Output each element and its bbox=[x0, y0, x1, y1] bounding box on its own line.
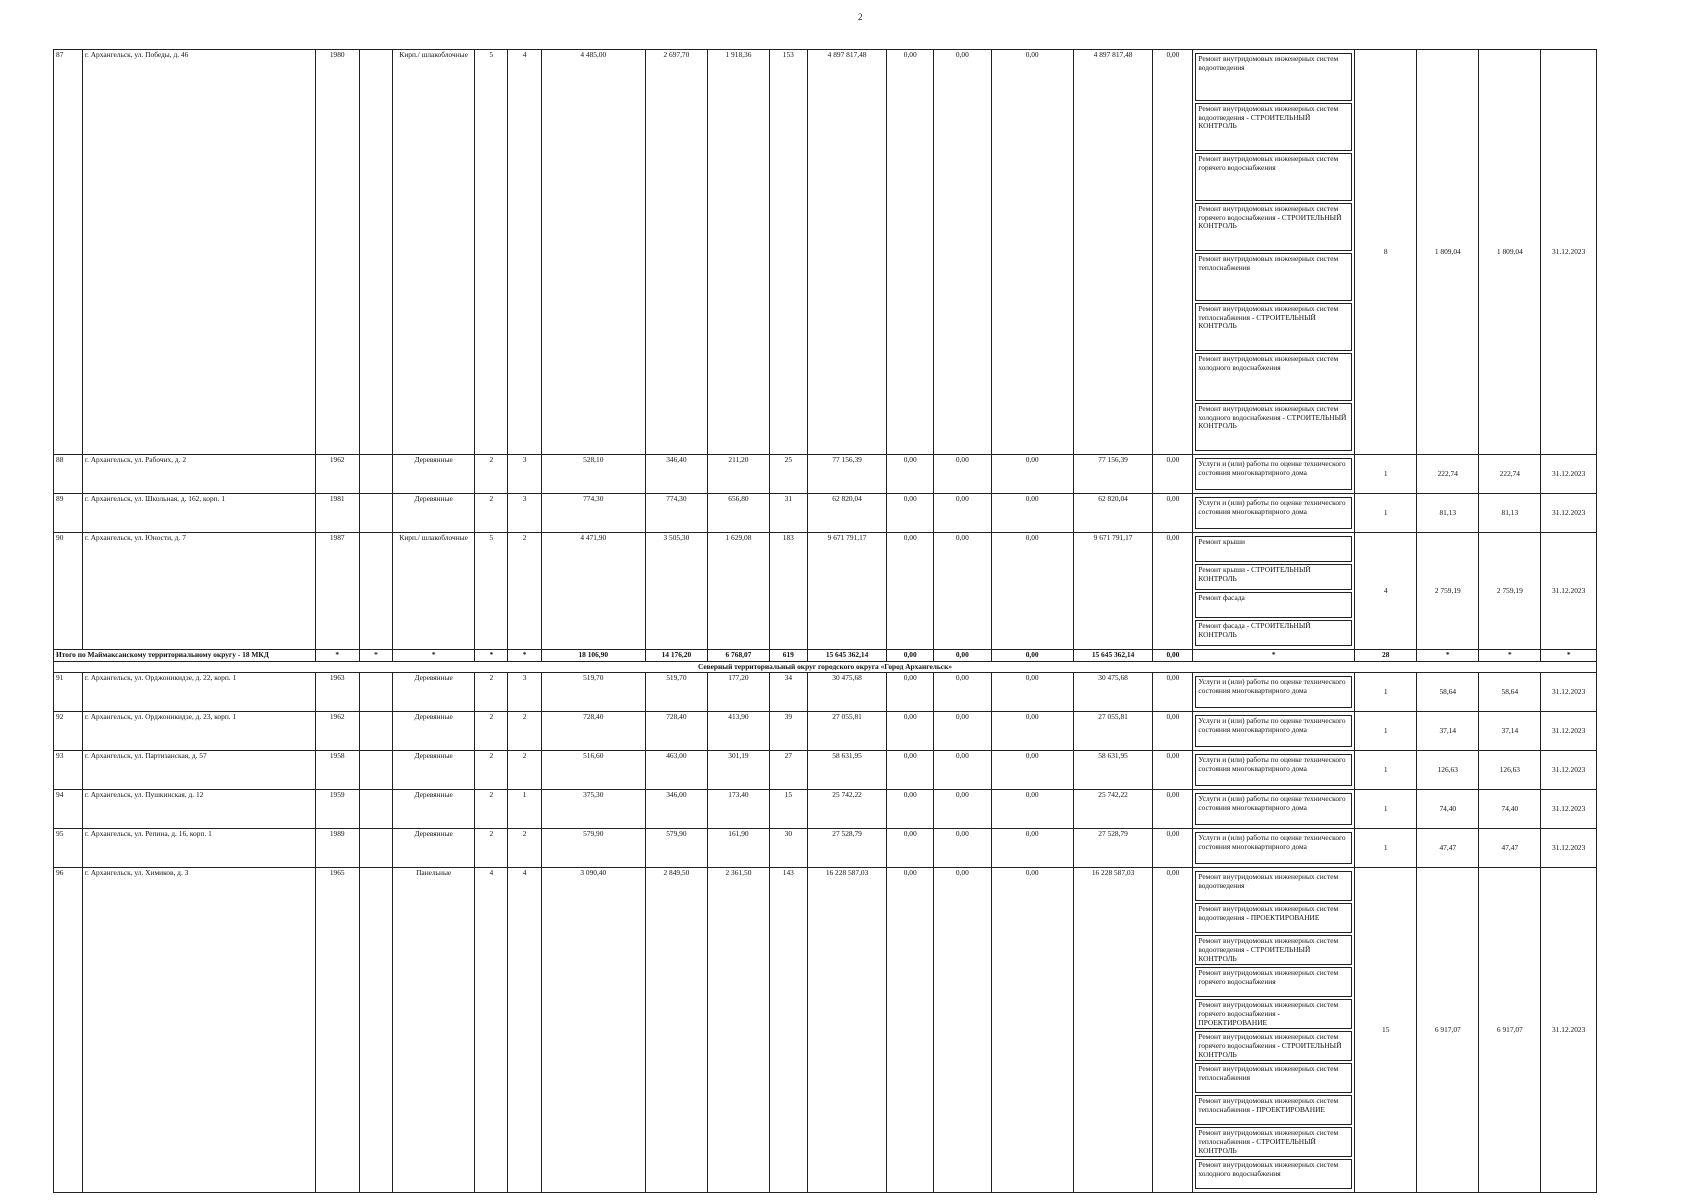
address: г. Архангельск, ул. Пушкинская, д. 12 bbox=[82, 790, 315, 829]
floors: 2 bbox=[475, 790, 508, 829]
unit-cost: 81,13 bbox=[1417, 494, 1479, 533]
area-residential: 2 697,70 bbox=[645, 50, 707, 455]
work-item: Услуги и (или) работы по оценке технического состояния многоквартирного дома bbox=[1195, 458, 1352, 490]
work-types bbox=[1193, 673, 1355, 712]
work-types bbox=[1193, 751, 1355, 790]
year-capital-repair bbox=[359, 455, 392, 494]
area-residential: 463,00 bbox=[645, 751, 707, 790]
owners-funds: 16 228 587,03 bbox=[1073, 868, 1153, 1193]
work-item: Ремонт крыши bbox=[1195, 536, 1352, 562]
entrances: 4 bbox=[508, 50, 541, 455]
subtotal-star: * bbox=[359, 650, 392, 662]
subtotal-star: * bbox=[1193, 650, 1355, 662]
regional-budget: 0,00 bbox=[934, 790, 992, 829]
area-owned: 173,40 bbox=[707, 790, 769, 829]
other-funds: 0,00 bbox=[1153, 494, 1193, 533]
subtotal-budget_loc: 0,00 bbox=[991, 650, 1073, 662]
year-capital-repair bbox=[359, 712, 392, 751]
wall-material: Деревянные bbox=[393, 455, 475, 494]
owners-funds: 77 156,39 bbox=[1073, 455, 1153, 494]
other-funds: 0,00 bbox=[1153, 673, 1193, 712]
floors: 2 bbox=[475, 712, 508, 751]
cost-total: 9 671 791,17 bbox=[807, 533, 887, 650]
floors: 2 bbox=[475, 673, 508, 712]
entrances: 4 bbox=[508, 868, 541, 1193]
floors: 2 bbox=[475, 751, 508, 790]
entrances: 2 bbox=[508, 829, 541, 868]
area-owned: 161,90 bbox=[707, 829, 769, 868]
works-count: 1 bbox=[1355, 751, 1417, 790]
local-budget: 0,00 bbox=[991, 50, 1073, 455]
work-item: Услуги и (или) работы по оценке технического состояния многоквартирного дома bbox=[1195, 793, 1352, 825]
work-item: Ремонт внутридомовых инженерных систем водоотведения bbox=[1195, 53, 1352, 101]
subtotal-area_total: 18 106,90 bbox=[541, 650, 645, 662]
work-item: Ремонт внутридомовых инженерных систем водоотведения bbox=[1195, 871, 1352, 901]
max-unit-cost: 81,13 bbox=[1479, 494, 1541, 533]
work-item: Ремонт фасада - СТРОИТЕЛЬНЫЙ КОНТРОЛЬ bbox=[1195, 620, 1352, 646]
table-row bbox=[54, 455, 1597, 494]
works-count: 1 bbox=[1355, 455, 1417, 494]
floors: 4 bbox=[475, 868, 508, 1193]
area-residential: 774,30 bbox=[645, 494, 707, 533]
cost-total: 4 897 817,48 bbox=[807, 50, 887, 455]
subtotal-label: Итого по Маймаксанскому территориальному округу - 18 МКД bbox=[54, 650, 316, 662]
max-unit-cost: 58,64 bbox=[1479, 673, 1541, 712]
area-total: 728,40 bbox=[541, 712, 645, 751]
subtotal-other: 0,00 bbox=[1153, 650, 1193, 662]
owners-funds: 25 742,22 bbox=[1073, 790, 1153, 829]
wall-material: Деревянные bbox=[393, 673, 475, 712]
cost-total: 30 475,68 bbox=[807, 673, 887, 712]
work-item: Ремонт внутридомовых инженерных систем водоотведения - СТРОИТЕЛЬНЫЙ КОНТРОЛЬ bbox=[1195, 935, 1352, 965]
other-funds: 0,00 bbox=[1153, 790, 1193, 829]
table-row bbox=[54, 712, 1597, 751]
works-count: 4 bbox=[1355, 533, 1417, 650]
work-item: Ремонт внутридомовых инженерных систем горячего водоснабжения - СТРОИТЕЛЬНЫЙ КОНТРОЛЬ bbox=[1195, 203, 1352, 251]
area-owned: 413,90 bbox=[707, 712, 769, 751]
cost-total: 27 528,79 bbox=[807, 829, 887, 868]
deadline: 31.12.2023 bbox=[1541, 455, 1597, 494]
area-residential: 3 505,30 bbox=[645, 533, 707, 650]
address: г. Архангельск, ул. Репина, д. 16, корп. 1 bbox=[82, 829, 315, 868]
regional-budget: 0,00 bbox=[934, 455, 992, 494]
area-residential: 346,40 bbox=[645, 455, 707, 494]
deadline: 31.12.2023 bbox=[1541, 712, 1597, 751]
row-number: 95 bbox=[54, 829, 83, 868]
deadline: 31.12.2023 bbox=[1541, 533, 1597, 650]
fund-share: 0,00 bbox=[887, 751, 934, 790]
row-number: 90 bbox=[54, 533, 83, 650]
area-residential: 579,90 bbox=[645, 829, 707, 868]
year-capital-repair bbox=[359, 829, 392, 868]
cost-total: 27 055,81 bbox=[807, 712, 887, 751]
other-funds: 0,00 bbox=[1153, 533, 1193, 650]
work-item: Ремонт фасада bbox=[1195, 592, 1352, 618]
year-built: 1989 bbox=[315, 829, 359, 868]
floors: 5 bbox=[475, 50, 508, 455]
subtotal-star: * bbox=[1417, 650, 1479, 662]
fund-share: 0,00 bbox=[887, 455, 934, 494]
area-owned: 211,20 bbox=[707, 455, 769, 494]
work-item: Ремонт внутридомовых инженерных систем горячего водоснабжения bbox=[1195, 153, 1352, 201]
fund-share: 0,00 bbox=[887, 494, 934, 533]
year-capital-repair bbox=[359, 790, 392, 829]
area-total: 3 090,40 bbox=[541, 868, 645, 1193]
wall-material: Кирп./ шлакоблочные bbox=[393, 533, 475, 650]
max-unit-cost: 2 759,19 bbox=[1479, 533, 1541, 650]
works-count: 1 bbox=[1355, 494, 1417, 533]
cost-total: 25 742,22 bbox=[807, 790, 887, 829]
wall-material: Панельные bbox=[393, 868, 475, 1193]
wall-material: Кирп./ шлакоблочные bbox=[393, 50, 475, 455]
residents: 183 bbox=[769, 533, 807, 650]
regional-budget: 0,00 bbox=[934, 533, 992, 650]
year-capital-repair bbox=[359, 868, 392, 1193]
work-item: Ремонт внутридомовых инженерных систем холодного водоснабжения bbox=[1195, 353, 1352, 401]
other-funds: 0,00 bbox=[1153, 868, 1193, 1193]
other-funds: 0,00 bbox=[1153, 50, 1193, 455]
subtotal-star: * bbox=[475, 650, 508, 662]
year-capital-repair bbox=[359, 751, 392, 790]
owners-funds: 4 897 817,48 bbox=[1073, 50, 1153, 455]
deadline: 31.12.2023 bbox=[1541, 50, 1597, 455]
work-item: Ремонт внутридомовых инженерных систем горячего водоснабжения - СТРОИТЕЛЬНЫЙ КОНТРОЛЬ bbox=[1195, 1031, 1352, 1061]
other-funds: 0,00 bbox=[1153, 829, 1193, 868]
floors: 5 bbox=[475, 533, 508, 650]
subtotal-area_res: 14 176,20 bbox=[645, 650, 707, 662]
floors: 2 bbox=[475, 829, 508, 868]
local-budget: 0,00 bbox=[991, 790, 1073, 829]
year-built: 1962 bbox=[315, 712, 359, 751]
deadline: 31.12.2023 bbox=[1541, 494, 1597, 533]
year-built: 1987 bbox=[315, 533, 359, 650]
year-built: 1963 bbox=[315, 673, 359, 712]
regional-budget: 0,00 bbox=[934, 50, 992, 455]
residents: 153 bbox=[769, 50, 807, 455]
address: г. Архангельск, ул. Школьная, д. 162, корп. 1 bbox=[82, 494, 315, 533]
max-unit-cost: 222,74 bbox=[1479, 455, 1541, 494]
year-built: 1959 bbox=[315, 790, 359, 829]
unit-cost: 2 759,19 bbox=[1417, 533, 1479, 650]
regional-budget: 0,00 bbox=[934, 751, 992, 790]
row-number: 89 bbox=[54, 494, 83, 533]
max-unit-cost: 6 917,07 bbox=[1479, 868, 1541, 1193]
owners-funds: 27 055,81 bbox=[1073, 712, 1153, 751]
entrances: 3 bbox=[508, 673, 541, 712]
work-item: Услуги и (или) работы по оценке технического состояния многоквартирного дома bbox=[1195, 676, 1352, 708]
row-number: 96 bbox=[54, 868, 83, 1193]
residents: 25 bbox=[769, 455, 807, 494]
area-residential: 728,40 bbox=[645, 712, 707, 751]
area-residential: 346,00 bbox=[645, 790, 707, 829]
subtotal-owners: 15 645 362,14 bbox=[1073, 650, 1153, 662]
area-total: 528,10 bbox=[541, 455, 645, 494]
subtotal-residents: 619 bbox=[769, 650, 807, 662]
fund-share: 0,00 bbox=[887, 829, 934, 868]
local-budget: 0,00 bbox=[991, 455, 1073, 494]
unit-cost: 222,74 bbox=[1417, 455, 1479, 494]
area-owned: 1 629,08 bbox=[707, 533, 769, 650]
fund-share: 0,00 bbox=[887, 712, 934, 751]
area-owned: 301,19 bbox=[707, 751, 769, 790]
deadline: 31.12.2023 bbox=[1541, 751, 1597, 790]
entrances: 3 bbox=[508, 494, 541, 533]
cost-total: 62 820,04 bbox=[807, 494, 887, 533]
year-capital-repair bbox=[359, 533, 392, 650]
deadline: 31.12.2023 bbox=[1541, 790, 1597, 829]
capital-repair-table bbox=[53, 49, 1597, 1193]
year-built: 1981 bbox=[315, 494, 359, 533]
regional-budget: 0,00 bbox=[934, 868, 992, 1193]
subtotal-star: * bbox=[508, 650, 541, 662]
max-unit-cost: 1 809,04 bbox=[1479, 50, 1541, 455]
fund-share: 0,00 bbox=[887, 673, 934, 712]
area-total: 4 471,90 bbox=[541, 533, 645, 650]
unit-cost: 58,64 bbox=[1417, 673, 1479, 712]
local-budget: 0,00 bbox=[991, 829, 1073, 868]
work-item: Ремонт внутридомовых инженерных систем теплоснабжения - СТРОИТЕЛЬНЫЙ КОНТРОЛЬ bbox=[1195, 303, 1352, 351]
local-budget: 0,00 bbox=[991, 868, 1073, 1193]
local-budget: 0,00 bbox=[991, 751, 1073, 790]
unit-cost: 37,14 bbox=[1417, 712, 1479, 751]
row-number: 94 bbox=[54, 790, 83, 829]
local-budget: 0,00 bbox=[991, 712, 1073, 751]
address: г. Архангельск, ул. Юности, д. 7 bbox=[82, 533, 315, 650]
max-unit-cost: 74,40 bbox=[1479, 790, 1541, 829]
row-number: 91 bbox=[54, 673, 83, 712]
wall-material: Деревянные bbox=[393, 751, 475, 790]
local-budget: 0,00 bbox=[991, 533, 1073, 650]
unit-cost: 74,40 bbox=[1417, 790, 1479, 829]
local-budget: 0,00 bbox=[991, 494, 1073, 533]
year-capital-repair bbox=[359, 494, 392, 533]
fund-share: 0,00 bbox=[887, 533, 934, 650]
residents: 143 bbox=[769, 868, 807, 1193]
works-count: 1 bbox=[1355, 712, 1417, 751]
table-row bbox=[54, 50, 1597, 455]
works-count: 15 bbox=[1355, 868, 1417, 1193]
row-number: 87 bbox=[54, 50, 83, 455]
table-row bbox=[54, 868, 1597, 1193]
work-item: Услуги и (или) работы по оценке технического состояния многоквартирного дома bbox=[1195, 497, 1352, 529]
row-number: 93 bbox=[54, 751, 83, 790]
cost-total: 16 228 587,03 bbox=[807, 868, 887, 1193]
work-types bbox=[1193, 50, 1355, 455]
wall-material: Деревянные bbox=[393, 829, 475, 868]
work-types bbox=[1193, 712, 1355, 751]
address: г. Архангельск, ул. Рабочих, д. 2 bbox=[82, 455, 315, 494]
wall-material: Деревянные bbox=[393, 790, 475, 829]
work-item: Ремонт внутридомовых инженерных систем теплоснабжения bbox=[1195, 1063, 1352, 1093]
work-item: Ремонт внутридомовых инженерных систем горячего водоснабжения - ПРОЕКТИРОВАНИЕ bbox=[1195, 999, 1352, 1029]
owners-funds: 9 671 791,17 bbox=[1073, 533, 1153, 650]
area-residential: 2 849,50 bbox=[645, 868, 707, 1193]
residents: 34 bbox=[769, 673, 807, 712]
work-item: Ремонт внутридомовых инженерных систем теплоснабжения - ПРОЕКТИРОВАНИЕ bbox=[1195, 1095, 1352, 1125]
area-owned: 2 361,50 bbox=[707, 868, 769, 1193]
subtotal-works-count: 28 bbox=[1355, 650, 1417, 662]
area-total: 519,70 bbox=[541, 673, 645, 712]
year-built: 1980 bbox=[315, 50, 359, 455]
unit-cost: 6 917,07 bbox=[1417, 868, 1479, 1193]
area-total: 579,90 bbox=[541, 829, 645, 868]
subtotal-budget_reg: 0,00 bbox=[934, 650, 992, 662]
works-count: 1 bbox=[1355, 673, 1417, 712]
work-item: Ремонт крыши - СТРОИТЕЛЬНЫЙ КОНТРОЛЬ bbox=[1195, 564, 1352, 590]
address: г. Архангельск, ул. Победы, д. 46 bbox=[82, 50, 315, 455]
works-count: 8 bbox=[1355, 50, 1417, 455]
table-row bbox=[54, 751, 1597, 790]
row-number: 88 bbox=[54, 455, 83, 494]
area-total: 375,30 bbox=[541, 790, 645, 829]
residents: 27 bbox=[769, 751, 807, 790]
other-funds: 0,00 bbox=[1153, 455, 1193, 494]
residents: 31 bbox=[769, 494, 807, 533]
area-owned: 177,20 bbox=[707, 673, 769, 712]
work-item: Услуги и (или) работы по оценке технического состояния многоквартирного дома bbox=[1195, 754, 1352, 786]
other-funds: 0,00 bbox=[1153, 751, 1193, 790]
area-residential: 519,70 bbox=[645, 673, 707, 712]
fund-share: 0,00 bbox=[887, 50, 934, 455]
subtotal-area_own: 6 768,07 bbox=[707, 650, 769, 662]
floors: 2 bbox=[475, 494, 508, 533]
subtotal-fund: 0,00 bbox=[887, 650, 934, 662]
local-budget: 0,00 bbox=[991, 673, 1073, 712]
regional-budget: 0,00 bbox=[934, 829, 992, 868]
area-total: 4 485,00 bbox=[541, 50, 645, 455]
fund-share: 0,00 bbox=[887, 868, 934, 1193]
owners-funds: 27 528,79 bbox=[1073, 829, 1153, 868]
max-unit-cost: 37,14 bbox=[1479, 712, 1541, 751]
year-built: 1962 bbox=[315, 455, 359, 494]
table-row bbox=[54, 790, 1597, 829]
fund-share: 0,00 bbox=[887, 790, 934, 829]
address: г. Архангельск, ул. Орджоникидзе, д. 22, корп. 1 bbox=[82, 673, 315, 712]
row-number: 92 bbox=[54, 712, 83, 751]
year-capital-repair bbox=[359, 673, 392, 712]
work-item: Ремонт внутридомовых инженерных систем холодного водоснабжения - СТРОИТЕЛЬНЫЙ КОНТРОЛЬ bbox=[1195, 403, 1352, 451]
works-count: 1 bbox=[1355, 829, 1417, 868]
work-types bbox=[1193, 790, 1355, 829]
table-row bbox=[54, 673, 1597, 712]
other-funds: 0,00 bbox=[1153, 712, 1193, 751]
entrances: 3 bbox=[508, 455, 541, 494]
region-header-row bbox=[54, 661, 1597, 673]
unit-cost: 1 809,04 bbox=[1417, 50, 1479, 455]
residents: 39 bbox=[769, 712, 807, 751]
address: г. Архангельск, ул. Орджоникидзе, д. 23, корп. 1 bbox=[82, 712, 315, 751]
entrances: 2 bbox=[508, 712, 541, 751]
unit-cost: 126,63 bbox=[1417, 751, 1479, 790]
cost-total: 77 156,39 bbox=[807, 455, 887, 494]
regional-budget: 0,00 bbox=[934, 712, 992, 751]
table-row bbox=[54, 829, 1597, 868]
area-total: 516,60 bbox=[541, 751, 645, 790]
work-types bbox=[1193, 868, 1355, 1193]
entrances: 2 bbox=[508, 533, 541, 650]
regional-budget: 0,00 bbox=[934, 494, 992, 533]
owners-funds: 58 631,95 bbox=[1073, 751, 1153, 790]
residents: 15 bbox=[769, 790, 807, 829]
region-title: Северный территориальный округ городского округа «Город Архангельск» bbox=[54, 661, 1597, 673]
work-item: Ремонт внутридомовых инженерных систем холодного водоснабжения bbox=[1195, 1159, 1352, 1189]
work-item: Ремонт внутридомовых инженерных систем теплоснабжения bbox=[1195, 253, 1352, 301]
wall-material: Деревянные bbox=[393, 494, 475, 533]
page-number: 2 bbox=[858, 12, 863, 22]
area-total: 774,30 bbox=[541, 494, 645, 533]
work-item: Ремонт внутридомовых инженерных систем водоотведения - ПРОЕКТИРОВАНИЕ bbox=[1195, 903, 1352, 933]
owners-funds: 30 475,68 bbox=[1073, 673, 1153, 712]
entrances: 2 bbox=[508, 751, 541, 790]
area-owned: 1 918,36 bbox=[707, 50, 769, 455]
year-built: 1958 bbox=[315, 751, 359, 790]
area-owned: 656,80 bbox=[707, 494, 769, 533]
work-item: Услуги и (или) работы по оценке технического состояния многоквартирного дома bbox=[1195, 715, 1352, 747]
cost-total: 58 631,95 bbox=[807, 751, 887, 790]
work-types bbox=[1193, 494, 1355, 533]
subtotal-star: * bbox=[1479, 650, 1541, 662]
deadline: 31.12.2023 bbox=[1541, 868, 1597, 1193]
deadline: 31.12.2023 bbox=[1541, 829, 1597, 868]
subtotal-cost_total: 15 645 362,14 bbox=[807, 650, 887, 662]
floors: 2 bbox=[475, 455, 508, 494]
max-unit-cost: 126,63 bbox=[1479, 751, 1541, 790]
unit-cost: 47,47 bbox=[1417, 829, 1479, 868]
work-item: Ремонт внутридомовых инженерных систем водоотведения - СТРОИТЕЛЬНЫЙ КОНТРОЛЬ bbox=[1195, 103, 1352, 151]
regional-budget: 0,00 bbox=[934, 673, 992, 712]
work-item: Ремонт внутридомовых инженерных систем горячего водоснабжения bbox=[1195, 967, 1352, 997]
work-types bbox=[1193, 533, 1355, 650]
work-item: Ремонт внутридомовых инженерных систем теплоснабжения - СТРОИТЕЛЬНЫЙ КОНТРОЛЬ bbox=[1195, 1127, 1352, 1157]
subtotal-star: * bbox=[393, 650, 475, 662]
residents: 30 bbox=[769, 829, 807, 868]
year-capital-repair bbox=[359, 50, 392, 455]
max-unit-cost: 47,47 bbox=[1479, 829, 1541, 868]
work-types bbox=[1193, 455, 1355, 494]
wall-material: Деревянные bbox=[393, 712, 475, 751]
table-row bbox=[54, 494, 1597, 533]
work-types bbox=[1193, 829, 1355, 868]
owners-funds: 62 820,04 bbox=[1073, 494, 1153, 533]
works-count: 1 bbox=[1355, 790, 1417, 829]
entrances: 1 bbox=[508, 790, 541, 829]
deadline: 31.12.2023 bbox=[1541, 673, 1597, 712]
work-item: Услуги и (или) работы по оценке технического состояния многоквартирного дома bbox=[1195, 832, 1352, 864]
address: г. Архангельск, ул. Партизанская, д. 57 bbox=[82, 751, 315, 790]
table-row bbox=[54, 533, 1597, 650]
subtotal-row bbox=[54, 650, 1597, 662]
subtotal-star: * bbox=[1541, 650, 1597, 662]
year-built: 1965 bbox=[315, 868, 359, 1193]
subtotal-star: * bbox=[315, 650, 359, 662]
address: г. Архангельск, ул. Химиков, д. 3 bbox=[82, 868, 315, 1193]
